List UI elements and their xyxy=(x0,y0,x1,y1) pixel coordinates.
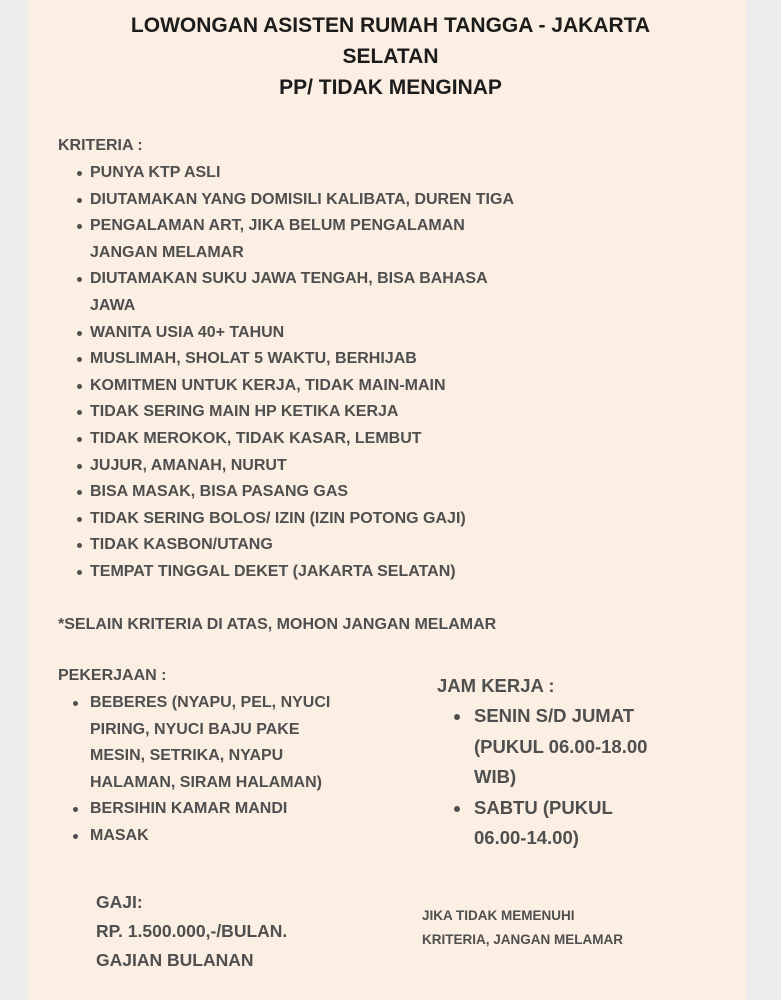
work-list xyxy=(58,690,388,849)
hours-item: SENIN S/D JUMAT (PUKUL 06.00-18.00 WIB) xyxy=(452,701,732,793)
work-item: MASAK xyxy=(58,823,388,850)
salary-label: GAJI: xyxy=(96,892,143,912)
footer-warning xyxy=(422,904,623,952)
work-item: BEBERES (NYAPU, PEL, NYUCI PIRING, NYUCI BAJU PAKE MESIN, SETRIKA, NYAPU HALAMAN, SIRAM HALAMAN) xyxy=(58,690,388,796)
criteria-item: PUNYA KTP ASLI xyxy=(58,160,618,187)
criteria-item: TIDAK SERING MAIN HP KETIKA KERJA xyxy=(58,399,618,426)
salary-block xyxy=(96,888,287,975)
criteria-item: TIDAK KASBON/UTANG xyxy=(58,532,618,559)
criteria-label: KRITERIA : xyxy=(58,137,143,154)
criteria-item: WANITA USIA 40+ TAHUN xyxy=(58,320,618,347)
work-label: PEKERJAAN : xyxy=(58,667,167,684)
hours-label: JAM KERJA : xyxy=(437,675,555,696)
criteria-item: BISA MASAK, BISA PASANG GAS xyxy=(58,479,618,506)
criteria-item: TIDAK SERING BOLOS/ IZIN (IZIN POTONG GAJI) xyxy=(58,506,618,533)
hours-item: SABTU (PUKUL 06.00-14.00) xyxy=(452,793,732,854)
criteria-note: *SELAIN KRITERIA DI ATAS, MOHON JANGAN MELAMAR xyxy=(58,616,497,633)
criteria-item: KOMITMEN UNTUK KERJA, TIDAK MAIN-MAIN xyxy=(58,373,618,400)
salary-schedule: GAJIAN BULANAN xyxy=(96,950,254,970)
criteria-list xyxy=(58,160,618,586)
footer-line-2: KRITERIA, JANGAN MELAMAR xyxy=(422,932,623,947)
criteria-item: PENGALAMAN ART, JIKA BELUM PENGALAMAN JANGAN MELAMAR xyxy=(58,213,618,266)
title-line-3: PP/ TIDAK MENGINAP xyxy=(279,76,502,99)
criteria-item: DIUTAMAKAN SUKU JAWA TENGAH, BISA BAHASA JAWA xyxy=(58,266,618,319)
title-line-2: SELATAN xyxy=(342,45,439,68)
criteria-item: MUSLIMAH, SHOLAT 5 WAKTU, BERHIJAB xyxy=(58,346,618,373)
hours-list xyxy=(452,701,732,854)
criteria-item: JUJUR, AMANAH, NURUT xyxy=(58,453,618,480)
criteria-item: DIUTAMAKAN YANG DOMISILI KALIBATA, DUREN TIGA xyxy=(58,187,618,214)
poster-title xyxy=(0,10,781,103)
footer-line-1: JIKA TIDAK MEMENUHI xyxy=(422,908,575,923)
work-item: BERSIHIN KAMAR MANDI xyxy=(58,796,388,823)
salary-amount: RP. 1.500.000,-/BULAN. xyxy=(96,921,288,941)
criteria-item: TIDAK MEROKOK, TIDAK KASAR, LEMBUT xyxy=(58,426,618,453)
criteria-item: TEMPAT TINGGAL DEKET (JAKARTA SELATAN) xyxy=(58,559,618,586)
title-line-1: LOWONGAN ASISTEN RUMAH TANGGA - JAKARTA xyxy=(130,14,651,37)
